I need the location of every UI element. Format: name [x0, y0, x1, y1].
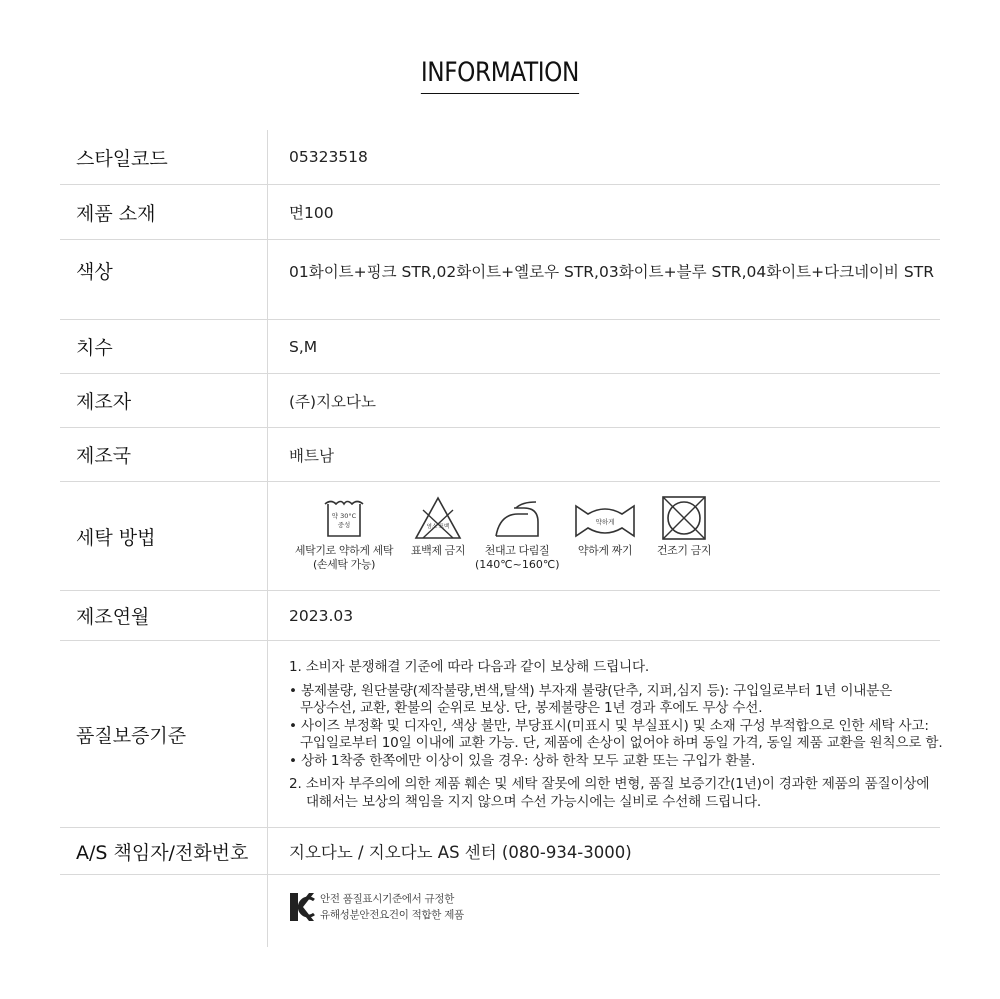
quality-line-2: • 봉제불량, 원단불량(제작불량,변색,탈색) 부자재 불량(단추, 지퍼,심지 등): 구입일로부터 1년 이내분은	[289, 682, 893, 699]
value-date: 2023.03	[289, 606, 354, 625]
value-size: S,M	[289, 337, 318, 356]
row-date	[60, 591, 940, 641]
care-item-hand-wash	[289, 496, 399, 572]
no-bleach-left: 염소	[426, 524, 438, 530]
label-maker: 제조자	[60, 374, 268, 427]
care-item-no-bleach	[405, 496, 471, 558]
care-icons	[289, 496, 729, 586]
quality-line-3: 무상수선, 교환, 환불의 순위로 보상. 단, 봉제불량은 1년 경과 후에도 무상 수선.	[300, 700, 763, 716]
gentle-wring-icon	[574, 496, 636, 540]
quality-line-4: • 사이즈 부정확 및 디자인, 색상 불만, 부당표시(미표시 및 부실표시) 및 소재 구성 부적합으로 인한 세탁 사고:	[289, 717, 929, 734]
kc-mark-icon	[289, 892, 315, 922]
label-quality: 품질보증기준	[60, 641, 268, 827]
caption-hand-wash-sub: (손세탁 가능)	[312, 558, 375, 571]
label-as: A/S 책임자/전화번호	[60, 828, 268, 874]
label-color: 색상	[60, 240, 268, 319]
page-title-wrap	[0, 54, 1000, 94]
quality-text	[289, 659, 943, 811]
value-material: 면100	[289, 204, 334, 222]
row-kc	[60, 875, 940, 947]
wring-inner: 약하게	[595, 518, 615, 526]
caption-iron: 천대고 다림질	[484, 544, 550, 557]
row-as	[60, 828, 940, 875]
quality-line-8: 대해서는 보상의 책임을 지지 않으며 수선 가능시에는 실비로 수선해 드립니다.	[306, 793, 762, 810]
label-country: 제조국	[60, 428, 268, 481]
row-material	[60, 185, 940, 240]
value-color: 01화이트+핑크 STR,02화이트+옐로우 STR,03화이트+블루 STR,04화이트+다크네이비 STR	[289, 263, 934, 281]
label-washing: 세탁 방법	[60, 482, 268, 590]
page-title: INFORMATION	[421, 54, 579, 94]
no-tumble-dry-icon	[661, 496, 707, 540]
hand-wash-30c-icon	[322, 496, 366, 540]
quality-line-7: 2. 소비자 부주의에 의한 제품 훼손 및 세탁 잘못에 의한 변형, 품질 보증기간(1년)이 경과한 제품의 품질이상에	[289, 776, 930, 792]
row-country	[60, 428, 940, 482]
caption-hand-wash: 세탁기로 약하게 세탁	[294, 544, 394, 557]
label-date: 제조연월	[60, 591, 268, 640]
label-size: 치수	[60, 320, 268, 373]
kc-certification	[289, 891, 464, 923]
care-item-wring	[567, 496, 643, 558]
care-item-iron	[475, 496, 559, 572]
kc-text	[320, 891, 464, 923]
no-bleach-icon	[414, 496, 462, 540]
row-maker	[60, 374, 940, 428]
care-item-no-dry	[649, 496, 719, 558]
kc-line-1: 안전 품질표시기준에서 규정한	[320, 893, 455, 905]
hand-wash-temp: 약 30°C	[331, 512, 357, 520]
label-kc-empty	[60, 875, 268, 947]
row-color	[60, 240, 940, 320]
caption-no-dry: 건조기 금지	[656, 544, 712, 557]
row-style-code	[60, 130, 940, 185]
caption-wring: 약하게 짜기	[577, 544, 633, 557]
iron-icon	[492, 496, 542, 540]
hand-wash-detergent: 중성	[337, 521, 351, 529]
row-quality	[60, 641, 943, 828]
row-size	[60, 320, 940, 374]
caption-iron-sub: (140℃~160℃)	[475, 558, 560, 571]
quality-line-5: 구입일로부터 10일 이내에 교환 가능. 단, 제품에 손상이 없어야 하며 동일 가격, 동일 제품 교환을 원칙으로 함.	[300, 735, 943, 751]
row-washing	[60, 482, 940, 591]
value-style-code: 05323518	[289, 148, 368, 166]
information-table	[60, 130, 943, 947]
label-style-code: 스타일코드	[60, 130, 268, 184]
no-bleach-right: 표백	[438, 524, 450, 530]
quality-line-1: 1. 소비자 분쟁해결 기준에 따라 다음과 같이 보상해 드립니다.	[289, 659, 650, 675]
kc-line-2: 유해성분안전요건이 적합한 제품	[320, 909, 464, 921]
quality-line-6: • 상하 1착중 한쪽에만 이상이 있을 경우: 상하 한착 모두 교환 또는 구입가 환불.	[289, 752, 756, 769]
caption-no-bleach: 표백제 금지	[410, 544, 466, 557]
value-as: 지오다노 / 지오다노 AS 센터 (080-934-3000)	[289, 843, 632, 862]
value-country: 배트남	[289, 446, 334, 465]
label-material: 제품 소재	[60, 185, 268, 239]
value-maker: (주)지오다노	[289, 392, 376, 411]
